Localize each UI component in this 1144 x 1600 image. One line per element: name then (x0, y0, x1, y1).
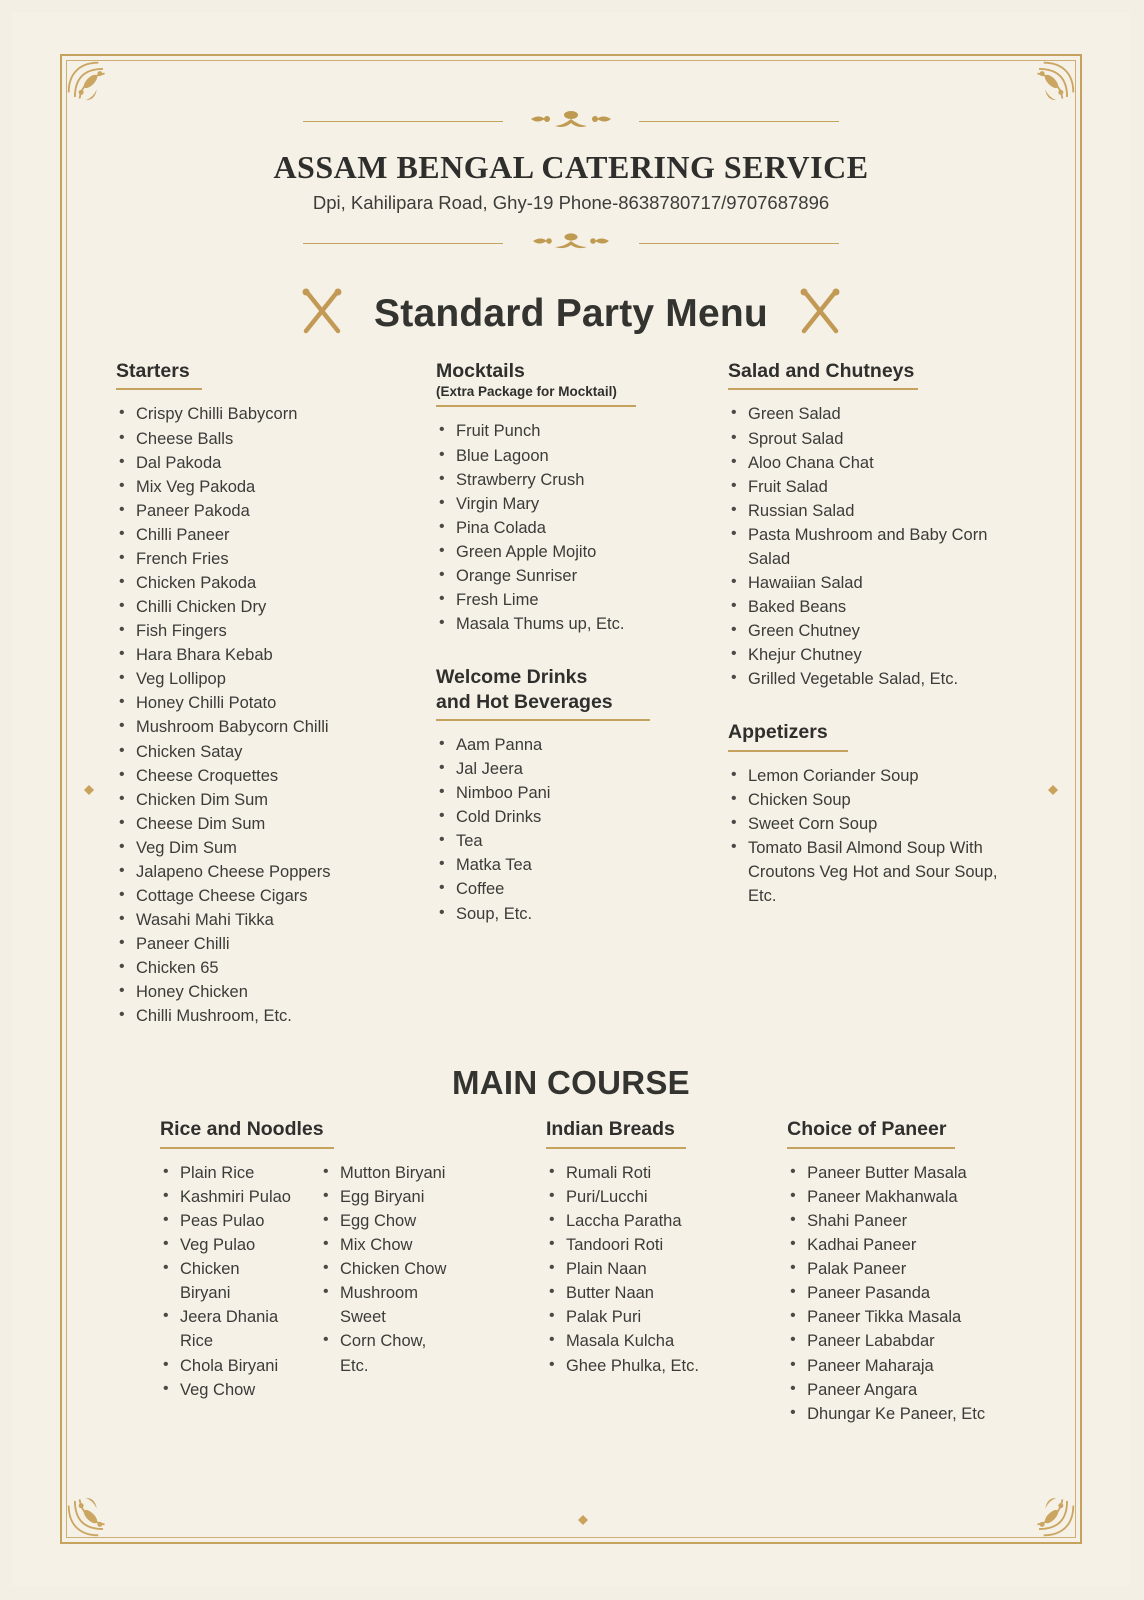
list-item: • Soup, Etc. (436, 902, 728, 926)
list-item: • Ghee Phulka, Etc. (546, 1354, 787, 1378)
ornament-line (303, 121, 503, 122)
list-item: • Jeera Dhania Rice (160, 1305, 294, 1353)
column-indian-breads (546, 1118, 787, 1425)
section-rule (728, 750, 848, 752)
list-item: • Jalapeno Cheese Poppers (116, 860, 436, 884)
list-item: • Tea (436, 829, 728, 853)
ornament-line (639, 243, 839, 244)
list-item: • Virgin Mary (436, 492, 728, 516)
floral-ornament-icon (511, 228, 631, 259)
section-subtitle-mocktails: (Extra Package for Mocktail) (436, 384, 617, 400)
section-rule (436, 405, 636, 407)
list-item: • Veg Dim Sum (116, 836, 436, 860)
list-item: • Paneer Angara (787, 1378, 1038, 1402)
list-item: • Dhungar Ke Paneer, Etc (787, 1402, 1038, 1426)
list-item: • Crispy Chilli Babycorn (116, 402, 436, 426)
column-drinks (436, 360, 728, 1028)
rice-noodles-columns (160, 1161, 546, 1402)
salad-chutneys-list (728, 402, 1028, 691)
fork-knife-icon (794, 285, 846, 342)
list-item: • Kashmiri Pulao (160, 1185, 294, 1209)
list-item: • Paneer Pakoda (116, 499, 436, 523)
list-item: • Chola Biryani (160, 1354, 294, 1378)
fork-knife-icon (296, 285, 348, 342)
ornament-line (303, 243, 503, 244)
mocktails-list (436, 419, 728, 636)
section-rule (116, 388, 202, 390)
list-item: • Masala Thums up, Etc. (436, 612, 728, 636)
list-item: • Hawaiian Salad (728, 571, 1028, 595)
list-item: • Rumali Roti (546, 1161, 787, 1185)
main-course-title: MAIN COURSE (452, 1064, 690, 1102)
list-item: • Fish Fingers (116, 619, 436, 643)
list-item: • Veg Chow (160, 1378, 294, 1402)
list-item: • Sprout Salad (728, 427, 1028, 451)
list-item: • Veg Pulao (160, 1233, 294, 1257)
list-item: • Butter Naan (546, 1281, 787, 1305)
list-item: • Paneer Butter Masala (787, 1161, 1038, 1185)
business-name: ASSAM BENGAL CATERING SERVICE (273, 149, 869, 185)
list-item: • Chicken Dim Sum (116, 788, 436, 812)
menu-title-row (104, 285, 1038, 342)
section-title-appetizers: Appetizers (728, 721, 828, 744)
section-title-welcome-drinks-line2: and Hot Beverages (436, 690, 613, 713)
welcome-drinks-list (436, 733, 728, 926)
column-starters (104, 360, 436, 1028)
list-item: • Matka Tea (436, 853, 728, 877)
list-item: • Kadhai Paneer (787, 1233, 1038, 1257)
list-item: • Palak Paneer (787, 1257, 1038, 1281)
list-item: • Shahi Paneer (787, 1209, 1038, 1233)
section-rule (728, 388, 918, 390)
business-address: Dpi, Kahilipara Road, Ghy-19 Phone-8638780717/9707687896 (312, 192, 830, 213)
list-item: • Paneer Makhanwala (787, 1185, 1038, 1209)
list-item: • Grilled Vegetable Salad, Etc. (728, 667, 1028, 691)
column-rice-noodles (104, 1118, 546, 1425)
list-item: • Fruit Punch (436, 419, 728, 443)
choice-of-paneer-list (787, 1161, 1038, 1426)
side-accent-icon (84, 782, 94, 792)
list-item: • Paneer Pasanda (787, 1281, 1038, 1305)
section-title-choice-of-paneer: Choice of Paneer (787, 1118, 947, 1141)
list-item: • Paneer Maharaja (787, 1354, 1038, 1378)
list-item: • Honey Chicken (116, 980, 436, 1004)
menu-sheet (12, 12, 1130, 1586)
main-course-columns (104, 1118, 1038, 1425)
list-item: • Cheese Dim Sum (116, 812, 436, 836)
list-item: • Masala Kulcha (546, 1329, 787, 1353)
list-item: • Aam Panna (436, 733, 728, 757)
appetizers-list (728, 764, 1028, 908)
list-item: • Chilli Mushroom, Etc. (116, 1004, 436, 1028)
list-item: • Fresh Lime (436, 588, 728, 612)
list-item: • Corn Chow, Etc. (320, 1329, 454, 1377)
list-item: • Orange Sunriser (436, 564, 728, 588)
list-item: • Pina Colada (436, 516, 728, 540)
column-choice-of-paneer (787, 1118, 1038, 1425)
top-ornament (104, 104, 1038, 139)
list-item: • Mushroom Sweet (320, 1281, 454, 1329)
menu-content (104, 90, 1038, 1514)
list-item: • Nimboo Pani (436, 781, 728, 805)
section-rule (436, 719, 650, 721)
list-item: • Sweet Corn Soup (728, 812, 1028, 836)
list-item: • Coffee (436, 877, 728, 901)
section-title-mocktails: Mocktails (436, 360, 525, 382)
list-item: • Pasta Mushroom and Baby Corn Salad (728, 523, 1028, 571)
list-item: • Green Salad (728, 402, 1028, 426)
list-item: • Cheese Balls (116, 427, 436, 451)
list-item: • Hara Bhara Kebab (116, 643, 436, 667)
list-item: • Strawberry Crush (436, 468, 728, 492)
section-title-starters: Starters (116, 360, 190, 382)
list-item: • Laccha Paratha (546, 1209, 787, 1233)
list-item: • Paneer Lababdar (787, 1329, 1038, 1353)
list-item: • Khejur Chutney (728, 643, 1028, 667)
list-item: • Mix Veg Pakoda (116, 475, 436, 499)
section-rule (787, 1147, 955, 1149)
list-item: • Egg Chow (320, 1209, 454, 1233)
list-item: • Plain Rice (160, 1161, 294, 1185)
list-item: • Chicken 65 (116, 956, 436, 980)
list-item: • Jal Jeera (436, 757, 728, 781)
rice-noodles-list-left (160, 1161, 294, 1402)
section-rule (160, 1147, 334, 1149)
list-item: • Cheese Croquettes (116, 764, 436, 788)
section-rule (546, 1147, 686, 1149)
list-item: • Chilli Paneer (116, 523, 436, 547)
list-item: • Plain Naan (546, 1257, 787, 1281)
list-item: • Puri/Lucchi (546, 1185, 787, 1209)
menu-columns (104, 360, 1038, 1028)
list-item: • Honey Chilli Potato (116, 691, 436, 715)
list-item: • Palak Puri (546, 1305, 787, 1329)
list-item: • Tomato Basil Almond Soup With Croutons Veg Hot and Sour Soup, Etc. (728, 836, 1028, 908)
list-item: • Paneer Chilli (116, 932, 436, 956)
list-item: • Paneer Tikka Masala (787, 1305, 1038, 1329)
list-item: • Tandoori Roti (546, 1233, 787, 1257)
list-item: • Peas Pulao (160, 1209, 294, 1233)
ornament-line (639, 121, 839, 122)
column-salad-appetizers (728, 360, 1028, 1028)
bottom-header-ornament (104, 228, 1038, 259)
list-item: • Chicken Satay (116, 740, 436, 764)
list-item: • Chilli Chicken Dry (116, 595, 436, 619)
list-item: • Dal Pakoda (116, 451, 436, 475)
spacer (436, 636, 728, 666)
list-item: • French Fries (116, 547, 436, 571)
side-accent-icon (1048, 782, 1058, 792)
section-title-indian-breads: Indian Breads (545, 1118, 675, 1141)
list-item: • Chicken Pakoda (116, 571, 436, 595)
spacer (728, 691, 1028, 721)
section-title-rice-and-noodles: Rice and Noodles (160, 1118, 324, 1141)
list-item: • Green Apple Mojito (436, 540, 728, 564)
floral-ornament-icon (511, 104, 631, 139)
list-item: • Mix Chow (320, 1233, 454, 1257)
list-item: • Fruit Salad (728, 475, 1028, 499)
list-item: • Cottage Cheese Cigars (116, 884, 436, 908)
list-item: • Mutton Biryani (320, 1161, 454, 1185)
starters-list (116, 402, 436, 1028)
list-item: • Chicken Soup (728, 788, 1028, 812)
list-item: • Chicken Chow (320, 1257, 454, 1281)
section-title-salad-chutneys: Salad and Chutneys (728, 360, 915, 382)
list-item: • Mushroom Babycorn Chilli (116, 715, 436, 739)
menu-title: Standard Party Menu (374, 291, 768, 335)
list-item: • Cold Drinks (436, 805, 728, 829)
list-item: • Russian Salad (728, 499, 1028, 523)
section-title-welcome-drinks: Welcome Drinks (436, 666, 588, 689)
list-item: • Baked Beans (728, 595, 1028, 619)
list-item: • Green Chutney (728, 619, 1028, 643)
list-item: • Chicken Biryani (160, 1257, 294, 1305)
list-item: • Veg Lollipop (116, 667, 436, 691)
list-item: • Egg Biryani (320, 1185, 454, 1209)
list-item: • Lemon Coriander Soup (728, 764, 1028, 788)
indian-breads-list (546, 1161, 787, 1378)
list-item: • Wasahi Mahi Tikka (116, 908, 436, 932)
rice-noodles-list-right (320, 1161, 454, 1402)
list-item: • Aloo Chana Chat (728, 451, 1028, 475)
list-item: • Blue Lagoon (436, 444, 728, 468)
